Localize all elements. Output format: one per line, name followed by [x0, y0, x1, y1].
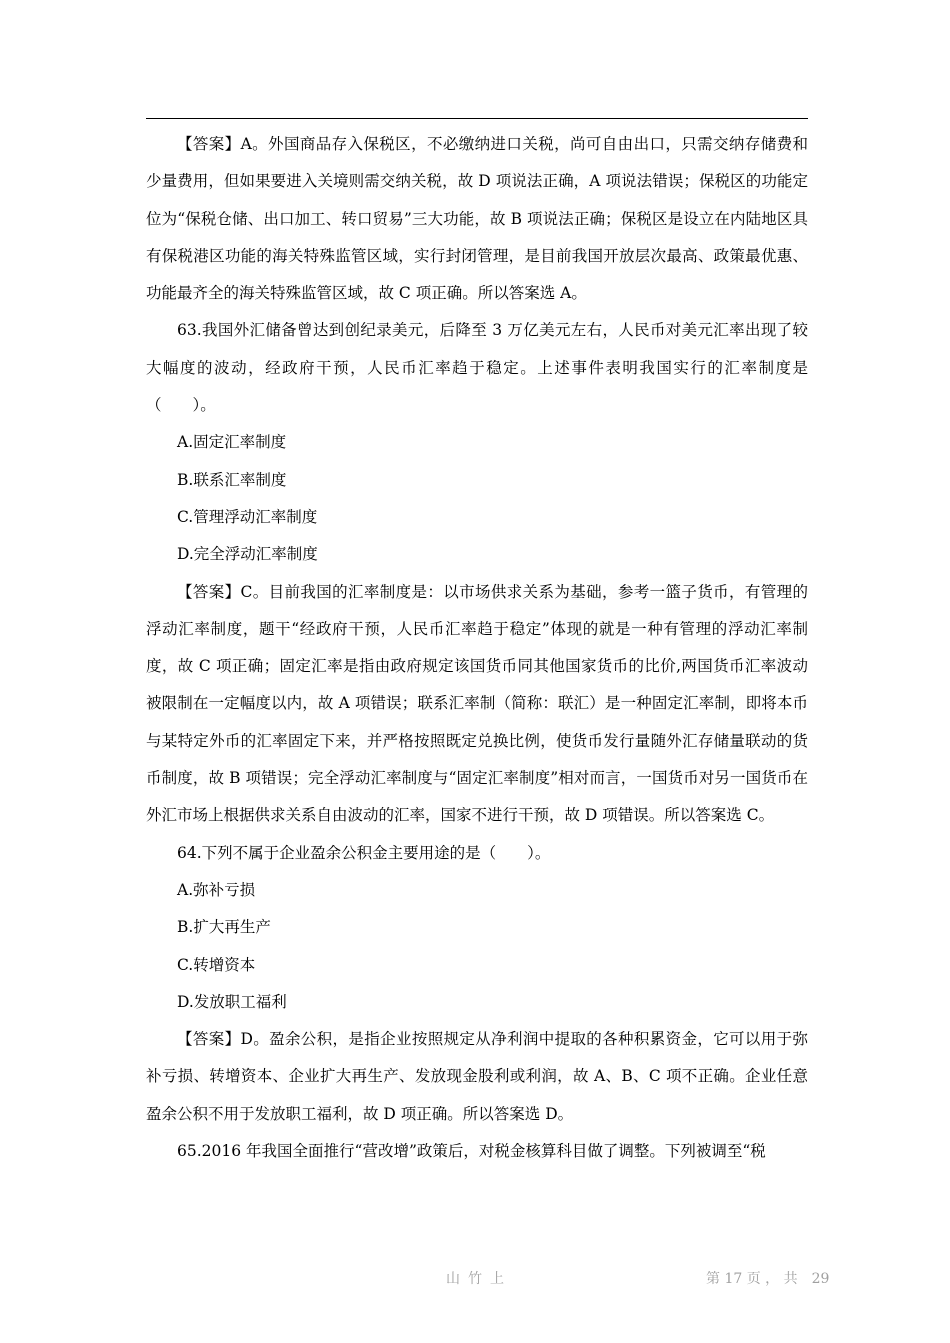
question-63: 63.我国外汇储备曾达到创纪录美元，后降至 3 万亿美元左右，人民币对美元汇率出现了较大幅度的波动，经政府干预，人民币汇率趋于稳定。上述事件表明我国实行的汇率制度是（ ）。: [146, 321, 808, 415]
question-63-option-b: B.联系汇率制度: [177, 470, 287, 489]
question-65: 65.2016 年我国全面推行“营改增”政策后，对税金核算科目做了调整。下列被调至“税: [177, 1142, 766, 1161]
header-rule: [146, 118, 808, 119]
question-64-option-c: C.转增资本: [177, 955, 256, 974]
page-footer: [0, 1268, 950, 1290]
question-64: 64.下列不属于企业盈余公积金主要用途的是（ ）。: [177, 843, 551, 862]
question-64-option-a: A.弥补亏损: [177, 880, 256, 899]
footer-watermark-text: 山竹上: [446, 1271, 512, 1287]
document-body: [146, 126, 808, 1170]
page-number: 第 17 页 ， 共 29: [706, 1271, 830, 1287]
question-64-option-b: B.扩大再生产: [177, 918, 271, 937]
question-63-option-c: C.管理浮动汇率制度: [177, 507, 318, 526]
answer-63-explanation: 【答案】C。目前我国的汇率制度是：以市场供求关系为基础，参考一篮子货币，有管理的浮动汇率制度，题干“经政府干预，人民币汇率趋于稳定”体现的就是一种有管理的浮动汇率制度，故 C 项正确；固定汇率是指由政府规定该国货币同其他国家货币的比价,两国货币汇率波动被限制在一定幅度以内，故 A 项错误；联系汇率制（简称：联汇）是一种固定汇率制，即将本币与某特定外币的汇率固定下来，并严格按照既定兑换比例，使货币发行量随外汇存储量联动的货币制度，故 B 项错误；完全浮动汇率制度与“固定汇率制度”相对而言，一国货币对另一国货币在外汇市场上根据供求关系自由波动的汇率，国家不进行干预，故 D 项错误。所以答案选 C。: [146, 582, 808, 825]
question-63-option-a: A.固定汇率制度: [177, 433, 287, 452]
answer-64-explanation: 【答案】D。盈余公积，是指企业按照规定从净利润中提取的各种积累资金，它可以用于弥补亏损、转增资本、企业扩大再生产、发放现金股利或利润，故 A、B、C 项不正确。企业任意盈余公积不用于发放职工福利，故 D 项正确。所以答案选 D。: [146, 1030, 808, 1123]
answer-62-explanation: 【答案】A。外国商品存入保税区，不必缴纳进口关税，尚可自由出口，只需交纳存储费和少量费用，但如果要进入关境则需交纳关税，故 D 项说法正确，A 项说法错误；保税区的功能定位为“保税仓储、出口加工、转口贸易”三大功能，故 B 项说法正确；保税区是设立在内陆地区具有保税港区功能的海关特殊监管区域，实行封闭管理，是目前我国开放层次最高、政策最优惠、功能最齐全的海关特殊监管区域，故 C 项正确。所以答案选 A。: [146, 135, 808, 303]
question-63-option-d: D.完全浮动汇率制度: [177, 545, 318, 564]
question-64-option-d: D.发放职工福利: [177, 992, 287, 1011]
